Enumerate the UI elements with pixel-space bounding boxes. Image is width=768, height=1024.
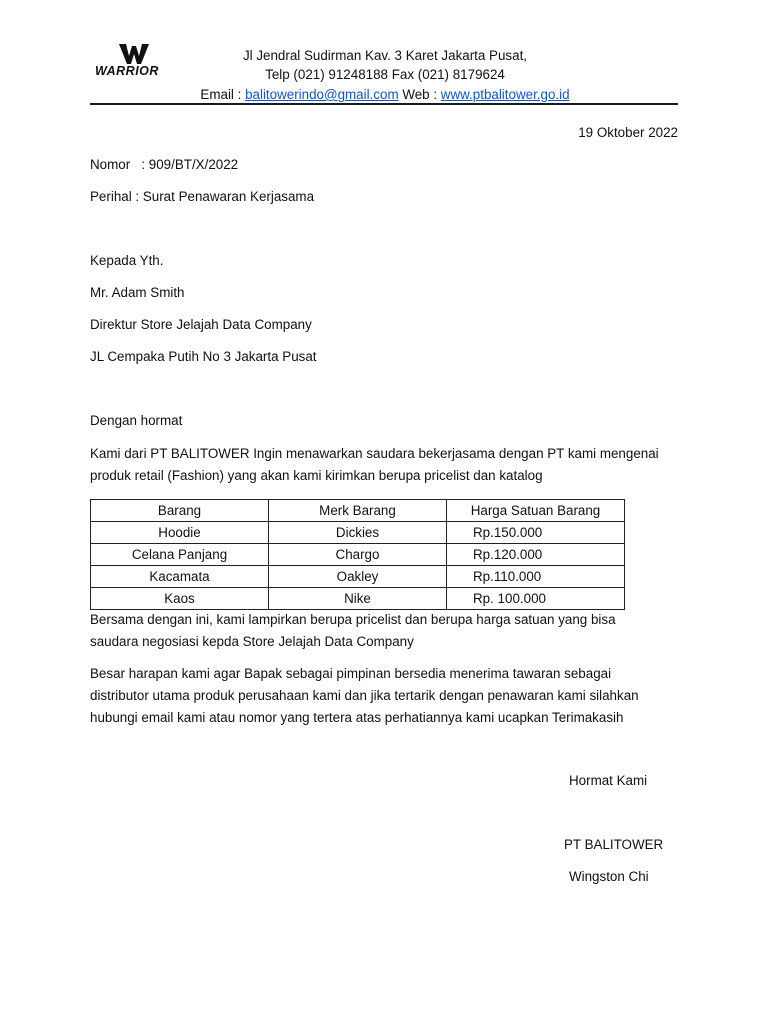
table-header-cell: Merk Barang	[269, 500, 447, 522]
recipient-greeting: Kepada Yth.	[90, 253, 164, 268]
table-cell: Oakley	[269, 566, 447, 588]
web-label: Web :	[398, 87, 441, 102]
table-row	[91, 588, 625, 610]
table-cell: Rp.110.000	[447, 566, 625, 588]
table-header-cell: Barang	[91, 500, 269, 522]
recipient-address: JL Cempaka Putih No 3 Jakarta Pusat	[90, 349, 317, 364]
letter-date: 19 Oktober 2022	[578, 125, 678, 140]
table-cell: Kacamata	[91, 566, 269, 588]
table-header-row	[91, 500, 625, 522]
table-row	[91, 522, 625, 544]
web-link[interactable]: www.ptbalitower.go.id	[440, 87, 570, 102]
signer-name: Wingston Chi	[569, 869, 649, 884]
closing-paragraph: Besar harapan kami agar Bapak sebagai pimpinan bersedia menerima tawaran sebagai distributor utama produk perusahaan kami dan jika tertarik dengan penawaran kami silahkan hubungi email kami atau nomor yang tertera atas perhatiannya kami ucapkan Terimakasih	[90, 666, 639, 725]
table-cell: Kaos	[91, 588, 269, 610]
closing-phrase: Hormat Kami	[569, 773, 648, 788]
letter-number: Nomor : 909/BT/X/2022	[90, 157, 239, 172]
email-label: Email :	[200, 87, 246, 102]
table-cell: Dickies	[269, 522, 447, 544]
table-cell: Chargo	[269, 544, 447, 566]
table-cell: Hoodie	[91, 522, 269, 544]
table-cell: Rp.120.000	[447, 544, 625, 566]
header-phone-fax: Telp (021) 91248188 Fax (021) 8179624	[265, 67, 505, 82]
table-row	[91, 544, 625, 566]
header-contact	[150, 85, 620, 104]
price-table	[90, 499, 625, 610]
header-address: Jl Jendral Sudirman Kav. 3 Karet Jakarta Pusat,	[242, 48, 528, 63]
recipient-title: Direktur Store Jelajah Data Company	[90, 317, 312, 332]
intro-paragraph: Kami dari PT BALITOWER Ingin menawarkan saudara bekerjasama dengan PT kami mengenai produk retail (Fashion) yang akan kami kirimkan berupa pricelist dan katalog	[90, 446, 659, 483]
logo-wordmark: WARRIOR	[95, 64, 159, 78]
letter-subject: Perihal : Surat Penawaran Kerjasama	[90, 189, 315, 204]
header-divider	[90, 103, 678, 105]
table-header-cell: Harga Satuan Barang	[447, 500, 625, 522]
table-cell: Nike	[269, 588, 447, 610]
attachment-paragraph: Bersama dengan ini, kami lampirkan berupa pricelist dan berupa harga satuan yang bisa saudara negosiasi kepda Store Jelajah Data Company	[90, 612, 616, 649]
table-row	[91, 566, 625, 588]
table-cell: Rp.150.000	[447, 522, 625, 544]
recipient-name: Mr. Adam Smith	[90, 285, 185, 300]
table-cell: Rp. 100.000	[447, 588, 625, 610]
email-link[interactable]: balitowerindo@gmail.com	[245, 87, 399, 102]
company-name: PT BALITOWER	[564, 837, 664, 852]
salutation: Dengan hormat	[90, 413, 183, 428]
table-cell: Celana Panjang	[91, 544, 269, 566]
